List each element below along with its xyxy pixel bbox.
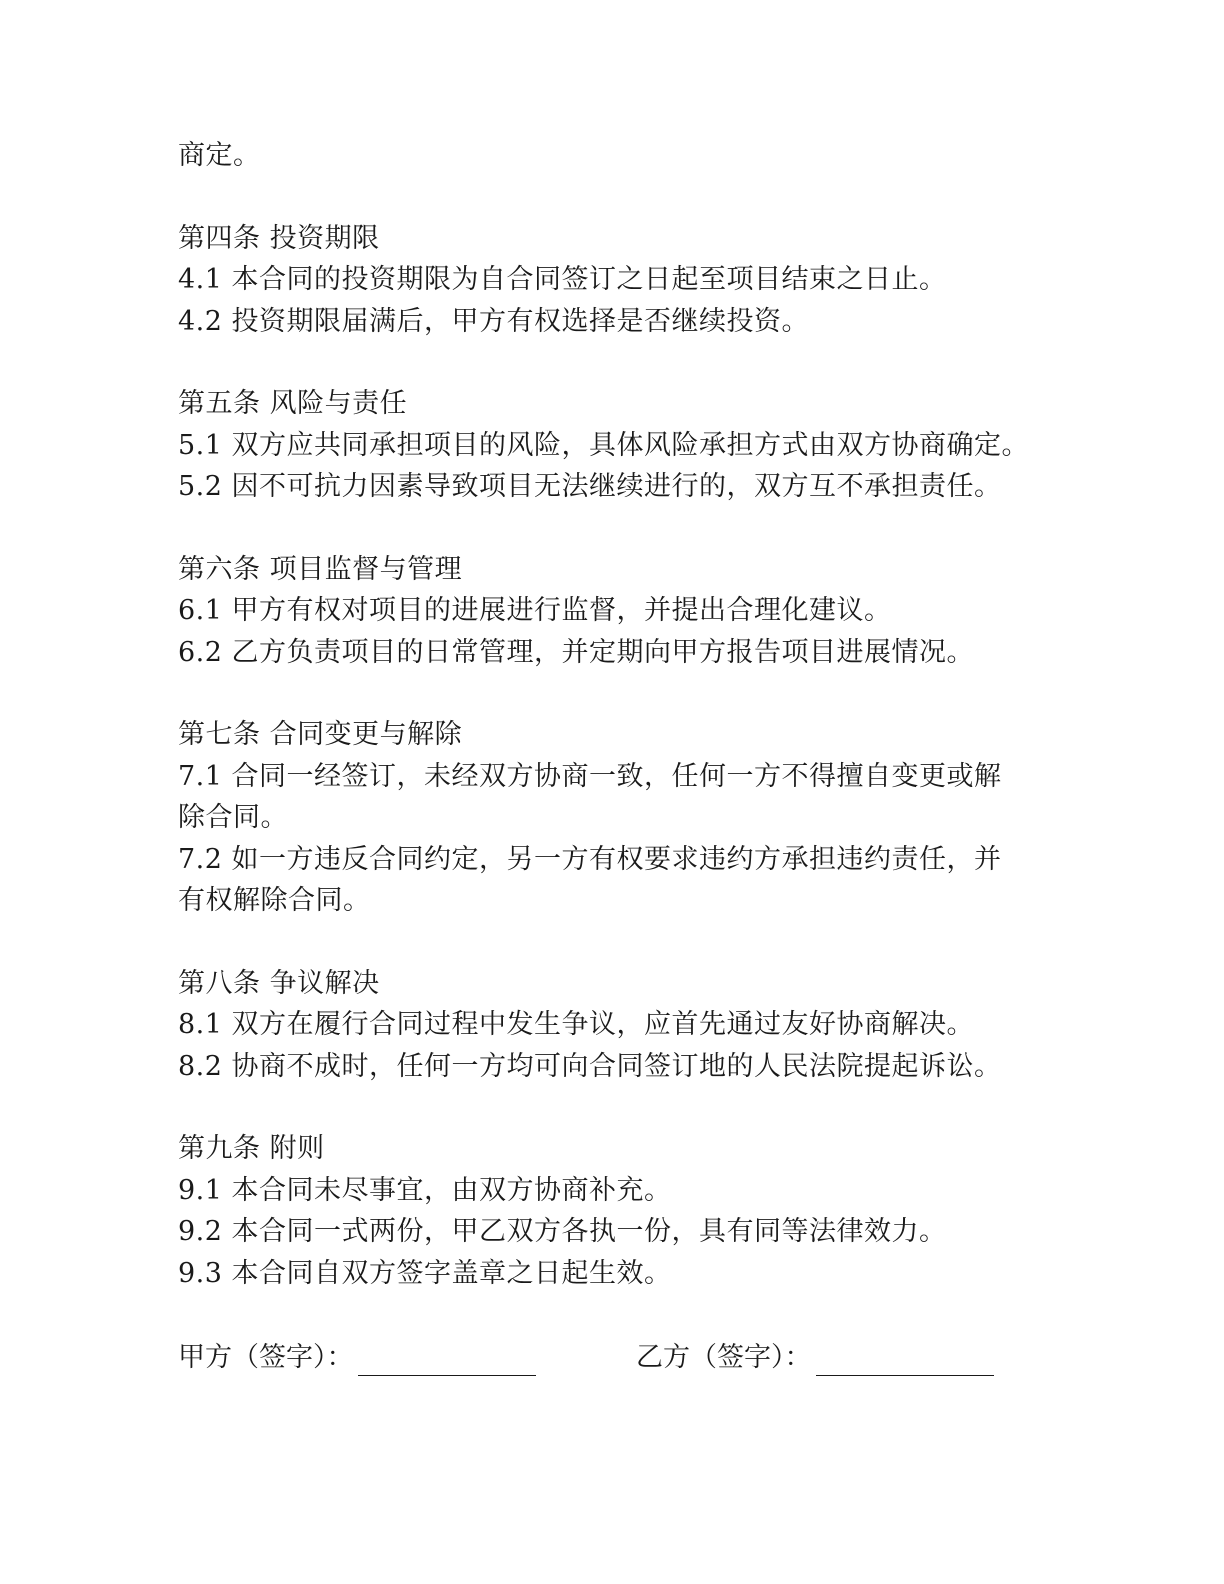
section-heading: 第八条 争议解决 <box>178 968 380 999</box>
section-heading: 第四条 投资期限 <box>178 223 380 254</box>
party-a-signature-label: 甲方（签字）： <box>178 1342 354 1373</box>
clause-text: 7.1 合同一经签订，未经双方协商一致，任何一方不得擅自变更或解 <box>178 761 1002 792</box>
clause-text: 5.2 因不可抗力因素导致项目无法继续进行的，双方互不承担责任。 <box>178 471 1002 502</box>
clause-text: 8.2 协商不成时，任何一方均可向合同签订地的人民法院提起诉讼。 <box>178 1051 1002 1082</box>
section-heading: 第六条 项目监督与管理 <box>178 554 463 585</box>
clause-text: 9.1 本合同未尽事宜，由双方协商补充。 <box>178 1175 672 1206</box>
section-heading: 第七条 合同变更与解除 <box>178 719 463 750</box>
party-a-signature <box>178 1340 536 1376</box>
section-heading: 第五条 风险与责任 <box>178 388 408 419</box>
clause-text: 4.1 本合同的投资期限为自合同签订之日起至项目结束之日止。 <box>178 264 947 295</box>
clause-text: 6.1 甲方有权对项目的进展进行监督，并提出合理化建议。 <box>178 595 892 626</box>
section-heading: 第九条 附则 <box>178 1133 325 1164</box>
clause-text: 7.2 如一方违反合同约定，另一方有权要求违约方承担违约责任，并 <box>178 844 1002 875</box>
clause-text: 4.2 投资期限届满后，甲方有权选择是否继续投资。 <box>178 306 810 337</box>
clause-text: 有权解除合同。 <box>178 885 371 916</box>
clause-text: 6.2 乙方负责项目的日常管理，并定期向甲方报告项目进展情况。 <box>178 637 975 668</box>
party-b-signature <box>636 1340 994 1376</box>
party-b-signature-label: 乙方（签字）： <box>636 1342 812 1373</box>
clause-text: 8.1 双方在履行合同过程中发生争议，应首先通过友好协商解决。 <box>178 1009 975 1040</box>
party-a-signature-blank[interactable] <box>358 1349 536 1376</box>
party-b-signature-blank[interactable] <box>816 1349 994 1376</box>
clause-text: 除合同。 <box>178 802 288 833</box>
clause-text: 9.2 本合同一式两份，甲乙双方各执一份，具有同等法律效力。 <box>178 1216 947 1247</box>
clause-text: 5.1 双方应共同承担项目的风险，具体风险承担方式由双方协商确定。 <box>178 430 1030 461</box>
clause-text: 9.3 本合同自双方签字盖章之日起生效。 <box>178 1258 672 1289</box>
text-line: 商定。 <box>178 140 261 171</box>
